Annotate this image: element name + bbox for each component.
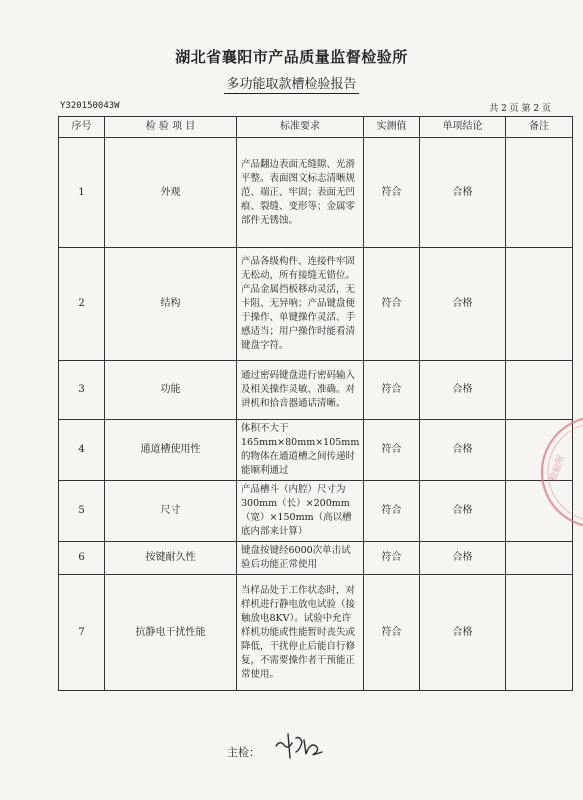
column-header: 标准要求: [237, 117, 364, 138]
column-header: 序号: [59, 117, 105, 138]
remark: [506, 138, 573, 248]
page-info: 共 2 页 第 2 页: [489, 104, 551, 114]
requirement-text: 键盘按键经6000次单击试验后功能正常使用: [237, 542, 364, 575]
item-name: 外观: [105, 138, 237, 248]
remark: [506, 542, 573, 575]
column-header: 实测值: [364, 117, 420, 138]
row-number: 1: [59, 138, 105, 248]
item-name: 通道槽使用性: [105, 420, 237, 481]
item-conclusion: 合格: [420, 138, 506, 248]
item-name: 结构: [105, 248, 237, 361]
item-conclusion: 合格: [420, 361, 506, 420]
requirement-text: 当样品处于工作状态时，对样机进行静电放电试验（接触放电8KV）。试验中允许样机功能或性能暂时丧失或降低，干扰停止后能自行修复，不需要操作者干预能正常使用。: [237, 575, 364, 691]
seal-stamp: [535, 410, 583, 535]
row-number: 2: [59, 248, 105, 361]
organization-name: 湖北省襄阳市产品质量监督检验所: [175, 48, 408, 66]
item-conclusion: 合格: [420, 575, 506, 691]
table-row: [59, 420, 573, 481]
inspection-table: [58, 116, 573, 691]
requirement-text: 产品各级构件、连接件牢固无松动，所有接缝无错位。产品金属挡板移动灵活，无卡阻、无异响；产品键盘便于操作、单键操作灵活、手感适当；用户操作时能看清键盘字符。: [237, 248, 364, 361]
row-number: 6: [59, 542, 105, 575]
item-conclusion: 合格: [420, 248, 506, 361]
item-conclusion: 合格: [420, 420, 506, 481]
row-number: 4: [59, 420, 105, 481]
table-row: [59, 361, 573, 420]
table-row: [59, 138, 573, 248]
item-name: 按键耐久性: [105, 542, 237, 575]
measured-value: 符合: [364, 361, 420, 420]
remark: [506, 575, 573, 691]
measured-value: 符合: [364, 481, 420, 542]
table-row: [59, 481, 573, 542]
measured-value: 符合: [364, 138, 420, 248]
column-header: 检 验 项 目: [105, 117, 237, 138]
item-name: 尺寸: [105, 481, 237, 542]
item-conclusion: 合格: [420, 542, 506, 575]
table-row: [59, 542, 573, 575]
table-row: [59, 248, 573, 361]
signature-image: [270, 728, 330, 762]
measured-value: 符合: [364, 248, 420, 361]
requirement-text: 通过密码键盘进行密码输入及相关操作灵敏、准确。对讲机和拾音器通话清晰。: [237, 361, 364, 420]
table-header-row: [59, 117, 573, 138]
remark: [506, 248, 573, 361]
inspector-label: 主检：: [227, 746, 260, 759]
requirement-text: 体积不大于165mm×80mm×105mm的物体在通道槽之间传递时能顺利通过: [237, 420, 364, 481]
svg-text:检验所: 检验所: [548, 454, 568, 484]
report-title: 多功能取款槽检验报告: [226, 77, 357, 92]
row-number: 7: [59, 575, 105, 691]
column-header: 备注: [506, 117, 573, 138]
column-header: 单项结论: [420, 117, 506, 138]
requirement-text: 产品槽斗（内腔）尺寸为300mm（长）×200mm（宽）×150mm（高以槽底内部来计算）: [237, 481, 364, 542]
measured-value: 符合: [364, 542, 420, 575]
measured-value: 符合: [364, 420, 420, 481]
report-number: Y320150043W: [60, 101, 120, 111]
row-number: 3: [59, 361, 105, 420]
row-number: 5: [59, 481, 105, 542]
item-name: 抗静电干扰性能: [105, 575, 237, 691]
item-name: 功能: [105, 361, 237, 420]
table-row: [59, 575, 573, 691]
requirement-text: 产品翻边表面无缝隙、光滑平整。表面图文标志清晰规范、端正、牢固；表面无凹痕、裂缝、变形等；金属零部件无锈蚀。: [237, 138, 364, 248]
item-conclusion: 合格: [420, 481, 506, 542]
measured-value: 符合: [364, 575, 420, 691]
